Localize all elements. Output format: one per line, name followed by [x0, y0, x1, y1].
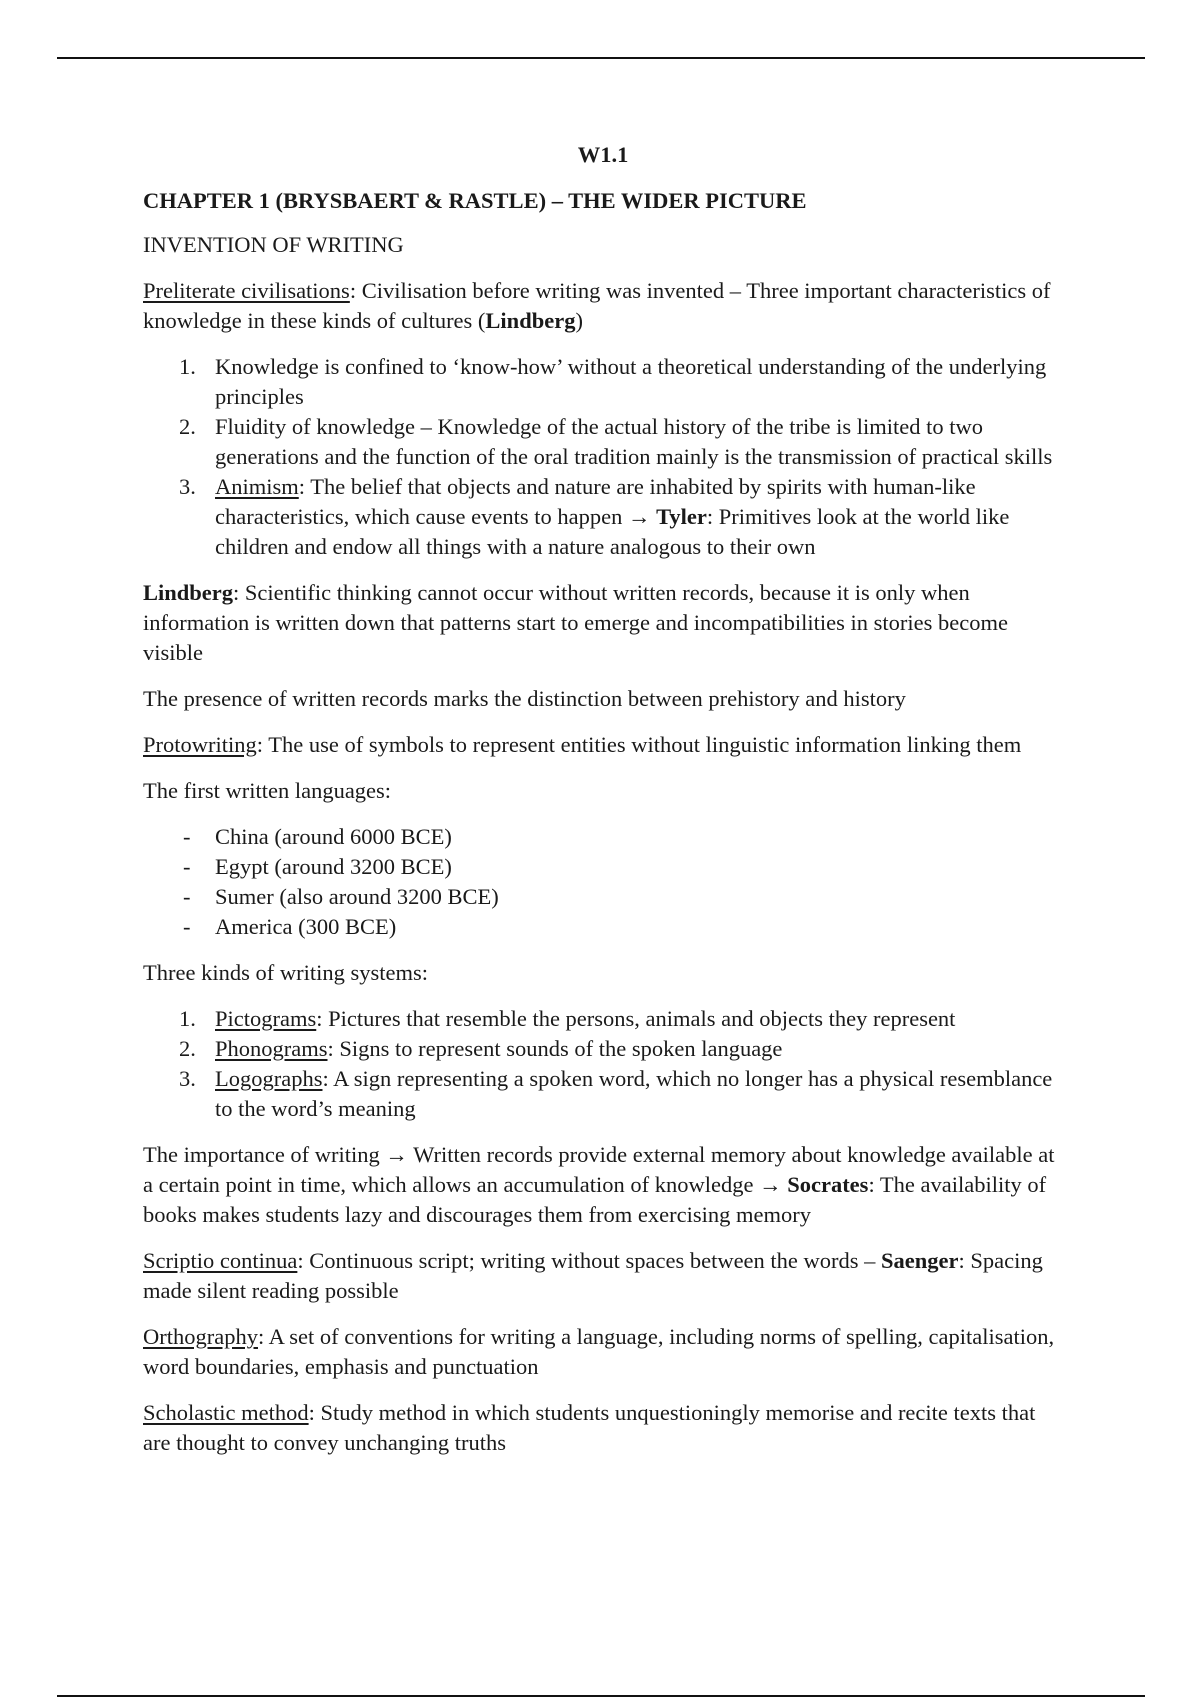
- list-text: Egypt (around 3200 BCE): [215, 854, 452, 879]
- list-text: America (300 BCE): [215, 914, 397, 939]
- term-orthography: Orthography: [143, 1324, 258, 1349]
- list-text: : The belief that objects and nature are inhabited by spirits with human-like characteristics, which cause events to happen →: [215, 474, 976, 529]
- list-marker: 3.: [179, 474, 196, 499]
- term-scriptio-continua: Scriptio continua: [143, 1248, 298, 1273]
- preliterate-list: [143, 352, 1063, 562]
- list-text: Fluidity of knowledge – Knowledge of the actual history of the tribe is limited to two generations and the function of the oral tradition mainly is the transmission of practical skills: [215, 414, 1053, 469]
- author-lindberg: Lindberg: [485, 308, 576, 333]
- presence-paragraph: The presence of written records marks the distinction between prehistory and history: [143, 686, 906, 711]
- list-item: [143, 852, 1063, 882]
- list-item: [143, 1064, 1063, 1124]
- term-scholastic-method: Scholastic method: [143, 1400, 309, 1425]
- term: Logographs: [215, 1066, 323, 1091]
- author-lindberg-2: Lindberg: [143, 580, 234, 605]
- list-marker: -: [183, 824, 191, 849]
- importance-paragraph: The importance of writing → Written records provide external memory about knowledge available at a certain point in time, which allows an accumulation of knowledge → Socrates: The availability of books makes students lazy and discourages them from exercising memory: [143, 1142, 1055, 1227]
- term-protowriting: Protowriting: [143, 732, 257, 757]
- chapter-heading: CHAPTER 1 (BRYSBAERT & RASTLE) – THE WIDER PICTURE: [143, 188, 807, 213]
- lindberg-paragraph: Lindberg: Scientific thinking cannot occur without written records, because it is only when information is written down that patterns start to emerge and incompatibilities in stories become visible: [143, 580, 1009, 665]
- list-marker: -: [183, 854, 191, 879]
- list-marker: 1.: [179, 1006, 196, 1031]
- protowriting-paragraph: Protowriting: The use of symbols to represent entities without linguistic information linking them: [143, 732, 1022, 757]
- term: Pictograms: [215, 1006, 317, 1031]
- bottom-rule: [57, 1695, 1145, 1697]
- document-body: [143, 140, 1063, 1474]
- list-marker: -: [183, 914, 191, 939]
- list-text: : A sign representing a spoken word, which no longer has a physical resemblance to the word’s meaning: [215, 1066, 1053, 1121]
- author-saenger: Saenger: [881, 1248, 959, 1273]
- author-name: Tyler: [656, 504, 707, 529]
- list-item: [143, 412, 1063, 472]
- list-item: [143, 1034, 1063, 1064]
- list-item: [143, 1004, 1063, 1034]
- term: Phonograms: [215, 1036, 328, 1061]
- list-marker: 2.: [179, 414, 196, 439]
- term: Animism: [215, 474, 299, 499]
- scholastic-paragraph: Scholastic method: Study method in which students unquestioningly memorise and recite texts that are thought to convey unchanging truths: [143, 1400, 1036, 1455]
- list-marker: 2.: [179, 1036, 196, 1061]
- list-item: [143, 882, 1063, 912]
- writing-systems-list: [143, 1004, 1063, 1124]
- list-item: [143, 352, 1063, 412]
- term-preliterate: Preliterate civilisations: [143, 278, 350, 303]
- first-languages-list: [143, 822, 1063, 942]
- list-marker: 3.: [179, 1066, 196, 1091]
- preliterate-paragraph: Preliterate civilisations: Civilisation before writing was invented – Three important characteristics of knowledge in these kinds of cultures (Lindberg): [143, 278, 1051, 333]
- list-text: Knowledge is confined to ‘know-how’ without a theoretical understanding of the underlying principles: [215, 354, 1047, 409]
- list-text: : Signs to represent sounds of the spoken language: [327, 1036, 783, 1061]
- page-title: W1.1: [577, 142, 629, 167]
- section-heading: INVENTION OF WRITING: [143, 232, 404, 257]
- top-rule: [57, 57, 1145, 59]
- list-text: China (around 6000 BCE): [215, 824, 452, 849]
- orthography-paragraph: Orthography: A set of conventions for writing a language, including norms of spelling, capitalisation, word boundaries, emphasis and punctuation: [143, 1324, 1055, 1379]
- writing-systems-intro: Three kinds of writing systems:: [143, 960, 428, 985]
- list-item: [143, 912, 1063, 942]
- list-marker: 1.: [179, 354, 196, 379]
- scriptio-paragraph: Scriptio continua: Continuous script; writing without spaces between the words – Saenger: Spacing made silent reading possible: [143, 1248, 1043, 1303]
- first-languages-intro: The first written languages:: [143, 778, 392, 803]
- list-item: [143, 472, 1063, 562]
- list-marker: -: [183, 884, 191, 909]
- list-item: [143, 822, 1063, 852]
- list-text: : Primitives look at the world like children and endow all things with a nature analogous to their own: [215, 504, 1010, 559]
- author-socrates: Socrates: [787, 1172, 869, 1197]
- list-text: : Pictures that resemble the persons, animals and objects they represent: [316, 1006, 956, 1031]
- list-text: Sumer (also around 3200 BCE): [215, 884, 499, 909]
